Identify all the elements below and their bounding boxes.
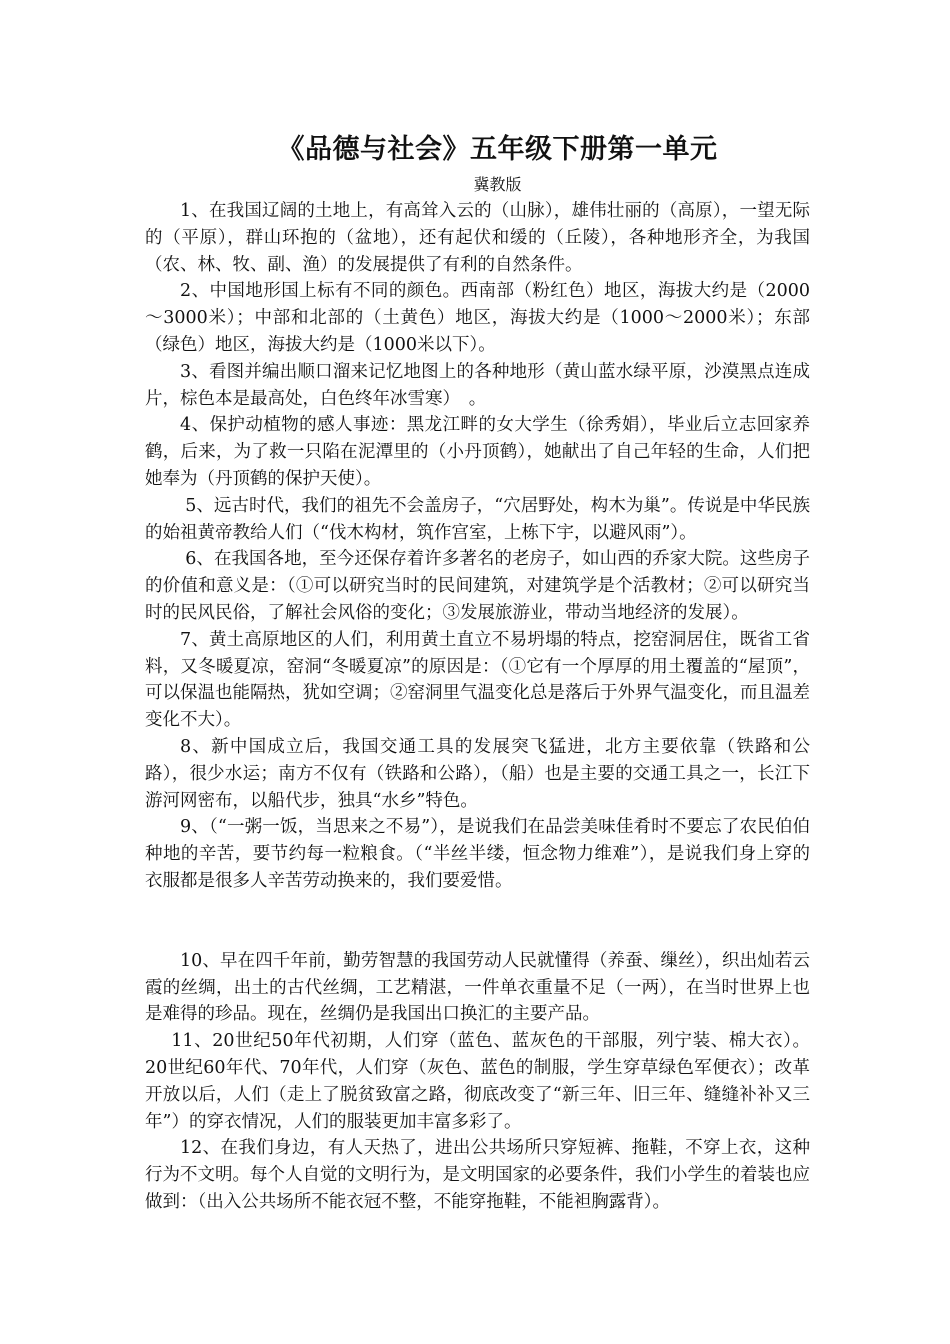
document-page [145,128,810,1216]
paragraph-9: 9、（“一粥一饭，当思来之不易”），是说我们在品尝美味佳肴时不要忘了农民伯伯种地的辛苦，要节约每一粒粮食。（“半丝半缕，恒念物力维难”），是说我们身上穿的衣服都是很多人辛苦劳动换来的，我们要爱惜。 [145,817,810,891]
paragraph-12: 12、在我们身边，有人天热了，进出公共场所只穿短裤、拖鞋，不穿上衣，这种行为不文明。每个人自觉的文明行为，是文明国家的必要条件，我们小学生的着装也应做到：（出入公共场所不能衣冠不整，不能穿拖鞋，不能袒胸露背）。 [145,1138,810,1212]
paragraph-3: 3、看图并编出顺口溜来记忆地图上的各种地形（黄山蓝水绿平原，沙漠黑点连成片，棕色本是最高处，白色终年冰雪寒） 。 [145,361,810,409]
document-subtitle: 冀教版 [473,175,522,194]
paragraph-8: 8、新中国成立后，我国交通工具的发展突飞猛进，北方主要依靠（铁路和公路），很少水运；南方不仅有（铁路和公路），（船）也是主要的交通工具之一，长江下游河网密布，以船代步，独具“水乡”特色。 [145,736,810,811]
paragraph-1: 1、在我国辽阔的土地上，有高耸入云的（山脉），雄伟壮丽的（高原），一望无际的（平原），群山环抱的（盆地），还有起伏和缓的（丘陵），各种地形齐全，为我国（农、林、牧、副、渔）的发展提供了有利的自然条件。 [145,201,810,275]
paragraph-4: 4、保护动植物的感人事迹：黑龙江畔的女大学生（徐秀娟），毕业后立志回家养鹤，后来，为了救一只陷在泥潭里的（小丹顶鹤），她献出了自己年轻的生命，人们把她奉为（丹顶鹤的保护天使）。 [145,415,810,489]
paragraph-11: 11、20世纪50年代初期，人们穿（蓝色、蓝灰色的干部服，列宁装、棉大衣）。20世纪60年代、70年代，人们穿（灰色、蓝色的制服，学生穿草绿色军便衣）；改革开放以后，人们（走上了脱贫致富之路，彻底改变了“新三年、旧三年、缝缝补补又三年”）的穿衣情况，人们的服装更加丰富多彩了。 [145,1031,810,1132]
document-title: 《品德与社会》五年级下册第一单元 [277,134,718,165]
paragraph-6: 6、在我国各地，至今还保存着许多著名的老房子，如山西的乔家大院。这些房子的价值和意义是：（①可以研究当时的民间建筑，对建筑学是个活教材；②可以研究当时的民风民俗，了解社会风俗的变化；③发展旅游业，带动当地经济的发展）。 [145,549,810,623]
paragraph-10: 10、早在四千年前，勤劳智慧的我国劳动人民就懂得（养蚕、缫丝），织出灿若云霞的丝绸，出土的古代丝绸，工艺精湛，一件单衣重量不足（一两），在当时世界上也是难得的珍品。现在，丝绸仍是我国出口换汇的主要产品。 [145,950,810,1025]
blank-gap [145,895,810,948]
paragraph-7: 7、黄土高原地区的人们，利用黄土直立不易坍塌的特点，挖窑洞居住，既省工省料，又冬暖夏凉，窑洞“冬暖夏凉”的原因是：（①它有一个厚厚的用土覆盖的“屋顶”，可以保温也能隔热，犹如空调；②窑洞里气温变化总是落后于外界气温变化，而且温差变化不大）。 [145,629,810,731]
paragraph-5: 5、远古时代，我们的祖先不会盖房子，“穴居野处，构木为巢”。传说是中华民族的始祖黄帝教给人们（“伐木构材，筑作宫室，上栋下宇，以避风雨”）。 [145,495,810,543]
paragraph-2: 2、中国地形国上标有不同的颜色。西南部（粉红色）地区，海拔大约是（2000～3000米）；中部和北部的（土黄色）地区，海拔大约是（1000～2000米）；东部（绿色）地区，海拔大约是（1000米以下）。 [145,281,810,355]
